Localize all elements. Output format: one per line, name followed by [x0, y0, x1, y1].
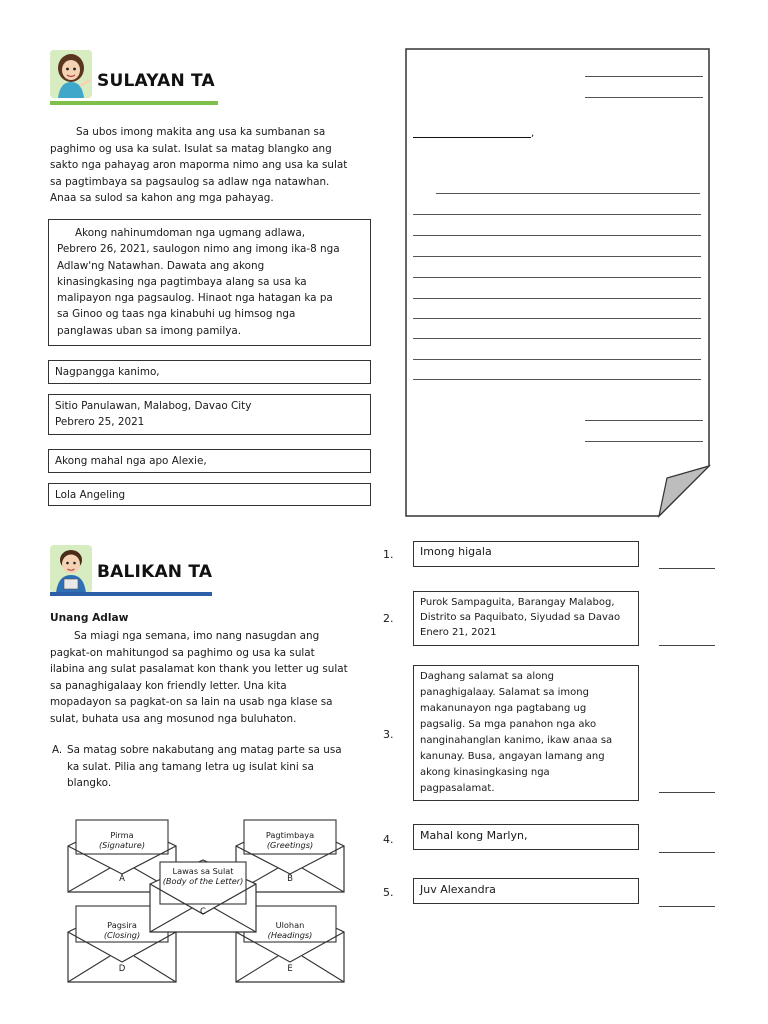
instruction-a: Sa matag sobre nakabutang ang matag parte sa usa ka sulat. Pilia ang tamang letra ug isulat kini sa blangko. — [67, 744, 342, 789]
day-label: Unang Adlaw — [50, 612, 129, 624]
envelope-c-letter: C — [200, 907, 206, 917]
envelope-b-label: Pagtimbaya — [265, 830, 315, 840]
greeting-box: Akong mahal nga apo Alexie, — [48, 449, 371, 473]
boy-avatar-icon — [50, 545, 92, 593]
item-1-box: Imong higala — [413, 541, 639, 567]
body-line-4 — [413, 256, 701, 257]
envelope-b-sub: (Greetings) — [266, 840, 314, 850]
envelope-c-sub: (Body of the Letter) — [162, 876, 244, 886]
body-line-5 — [413, 277, 701, 278]
heading-box: Sitio Panulawan, Malabog, Davao City Pebrero 25, 2021 — [48, 394, 371, 435]
body-line-7 — [413, 318, 701, 319]
item-4-answer-blank[interactable] — [659, 852, 715, 853]
item-5-box: Juv Alexandra — [413, 878, 639, 904]
letter-body-box: Akong nahinumdoman nga ugmang adlawa, Pebrero 26, 2021, saulogon nimo ang imong ika-8 nga Adlaw'ng Natawhan. Dawata ang akong kinasingkasing nga pagtimbaya alang sa usa ka malipayon nga pagsaulog. Hinaot nga hatagan ka pa sa Ginoo og taas nga kinabuhi ug himsog nga panglawas uban sa imong pamilya. — [48, 219, 371, 346]
envelope-b-letter: B — [287, 874, 293, 884]
item-1-number: 1. — [383, 548, 394, 561]
signature-line — [585, 441, 703, 442]
body-line-6 — [413, 298, 701, 299]
greeting-comma: , — [531, 128, 535, 139]
item-2-number: 2. — [383, 612, 394, 625]
envelope-d-letter: D — [118, 964, 126, 974]
envelope-e-sub: (Headings) — [267, 930, 313, 940]
balikan-title: BALIKAN TA — [97, 562, 213, 582]
envelope-e-letter: E — [287, 964, 293, 974]
body-line-1 — [436, 193, 700, 194]
closing-line — [585, 420, 703, 421]
item-4-number: 4. — [383, 833, 394, 846]
heading-line-1 — [585, 76, 703, 77]
envelope-a-label: Pirma — [110, 830, 134, 840]
item-1-answer-blank[interactable] — [659, 568, 715, 569]
sulayan-instructions: Sa ubos imong makita ang usa ka sumbanan sa paghimo og usa ka sulat. Isulat sa matag blangko ang sakto nga pahayag aron maporma nimo ang usa ka sulat sa pagtimbaya sa pagsaulog sa adlaw nga natawhan. Anaa sa sulod sa kahon ang mga pahayag. — [50, 126, 348, 204]
sulayan-underline — [50, 101, 218, 105]
envelope-d-label: Pagsira — [107, 920, 137, 930]
item-4-box: Mahal kong Marlyn, — [413, 824, 639, 850]
item-3-box: Daghang salamat sa along panaghigalaay. Salamat sa imong makanunayon nga pagtabang ug pagsalig. Sa mga panahon nga ako nanginahanglan kanimo, ikaw anaa sa kanunay. Busa, angayan lamang ang akong kinasingkasing nga pagpasalamat. — [413, 665, 639, 801]
greeting-line — [413, 137, 531, 138]
signature-box: Lola Angeling — [48, 483, 371, 506]
item-2-box: Purok Sampaguita, Barangay Malabog, Distrito sa Paquibato, Siyudad sa Davao Enero 21, 2021 — [413, 591, 639, 646]
envelope-c — [148, 858, 258, 934]
sulayan-title: SULAYAN TA — [97, 71, 215, 91]
item-3-number: 3. — [383, 728, 394, 741]
body-line-2 — [413, 214, 701, 215]
body-line-10 — [413, 379, 701, 380]
body-line-3 — [413, 235, 701, 236]
item-2-answer-blank[interactable] — [659, 645, 715, 646]
envelope-a-sub: (Signature) — [98, 840, 146, 850]
envelope-d-sub: (Closing) — [103, 930, 141, 940]
item-3-answer-blank[interactable] — [659, 792, 715, 793]
body-line-9 — [413, 359, 701, 360]
balikan-underline — [50, 592, 212, 596]
heading-line-2 — [585, 97, 703, 98]
balikan-paragraph: Sa miagi nga semana, imo nang nasugdan ang pagkat-on mahitungod sa paghimo og usa ka sulat ilabina ang sulat pasalamat kon thank you letter ug sulat sa panaghigalaay kon friendly letter. Una kita mopadayon sa pagkat-on sa lain na usab nga klase sa sulat, buhata usa ang mosunod nga buluhaton. — [50, 630, 348, 725]
closing-box: Nagpangga kanimo, — [48, 360, 371, 384]
body-line-8 — [413, 338, 701, 339]
envelope-a-letter: A — [119, 874, 125, 884]
envelope-c-label: Lawas sa Sulat — [172, 866, 234, 876]
letter-template-paper — [405, 48, 711, 518]
item-5-answer-blank[interactable] — [659, 906, 715, 907]
girl-avatar-icon — [50, 50, 92, 98]
envelope-e-label: Ulohan — [275, 920, 305, 930]
instruction-a-marker: A. — [52, 744, 63, 756]
item-5-number: 5. — [383, 886, 394, 899]
